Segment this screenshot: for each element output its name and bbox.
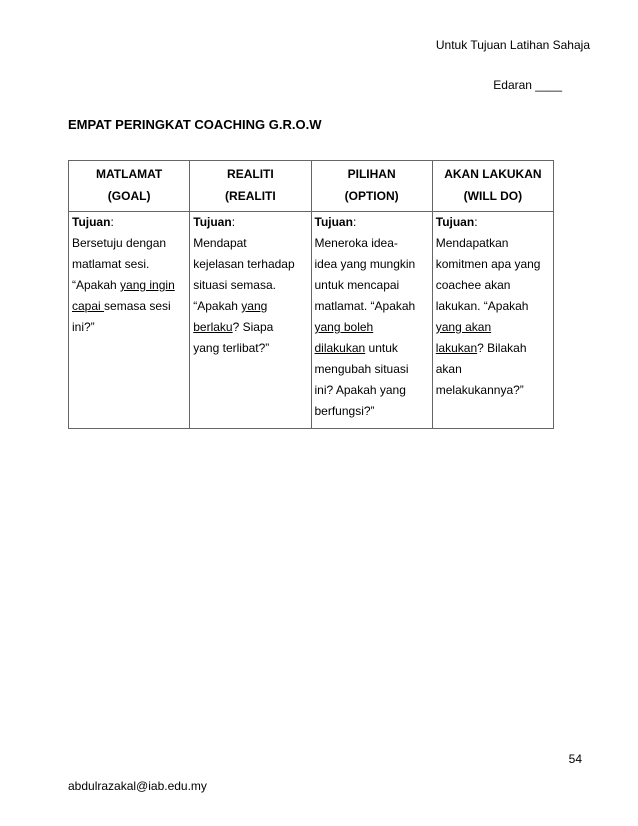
cell-text-line xyxy=(315,233,429,254)
cell-text: Bersetuju dengan xyxy=(72,236,167,250)
tujuan-label: Tujuan: xyxy=(193,215,236,229)
cell-text: ini?” xyxy=(72,320,95,334)
underlined-text: yang boleh xyxy=(314,320,374,334)
tujuan-label-text: Tujuan xyxy=(314,215,353,229)
cell-text-line xyxy=(193,317,307,338)
cell-text: komitmen apa yang xyxy=(435,257,541,271)
cell-text: ? Siapa xyxy=(232,320,274,334)
tujuan-label-text: Tujuan xyxy=(72,215,111,229)
cell-text: melakukannya?” xyxy=(435,383,524,397)
cell-text-line xyxy=(193,296,307,317)
grow-table xyxy=(68,160,554,429)
cell-text: mengubah situasi xyxy=(314,362,409,376)
tujuan-label: Tujuan: xyxy=(72,215,114,229)
body-cell-goal xyxy=(69,212,190,429)
header-title: AKAN LAKUKAN xyxy=(444,167,542,181)
cell-text-line xyxy=(72,254,186,275)
underlined-text: lakukan xyxy=(435,341,478,355)
cell-text: Meneroka idea- xyxy=(314,236,398,250)
cell-text-line xyxy=(315,359,429,380)
cell-text: matlamat. “Apakah xyxy=(314,299,416,313)
cell-text: “Apakah xyxy=(193,299,242,313)
cell-text-line xyxy=(72,233,186,254)
cell-text: kejelasan terhadap xyxy=(193,257,295,271)
cell-text: yang terlibat?” xyxy=(193,341,270,355)
cell-text-line xyxy=(315,380,429,401)
cell-text-line xyxy=(315,254,429,275)
cell-text-line xyxy=(315,338,429,359)
page-number: 54 xyxy=(568,752,582,766)
cell-text: “Apakah xyxy=(72,278,121,292)
cell-text-line xyxy=(193,233,307,254)
cell-text: ? Bilakah xyxy=(477,341,527,355)
cell-text: Mendapatkan xyxy=(435,236,509,250)
cell-text-line xyxy=(436,254,550,275)
cell-text-line xyxy=(436,338,550,359)
underlined-text: capai xyxy=(72,299,105,313)
edaran-label: Edaran ____ xyxy=(493,78,562,92)
header-subtitle: (WILL DO) xyxy=(463,189,523,203)
cell-text-line xyxy=(315,296,429,317)
header-title: MATLAMAT xyxy=(96,167,163,181)
cell-text-line xyxy=(315,275,429,296)
cell-text: situasi semasa. xyxy=(193,278,276,292)
header-cell-will-do xyxy=(432,161,553,212)
header-subtitle: (REALITI xyxy=(225,189,276,203)
cell-text: ini? Apakah yang xyxy=(314,383,406,397)
cell-text: coachee akan xyxy=(435,278,511,292)
cell-text-line xyxy=(436,380,550,401)
cell-text: Mendapat xyxy=(193,236,247,250)
cell-text-line xyxy=(315,401,429,422)
cell-text-line xyxy=(436,275,550,296)
cell-text-line xyxy=(72,275,186,296)
tujuan-label: Tujuan: xyxy=(435,215,478,229)
header-subtitle: (OPTION) xyxy=(344,189,399,203)
cell-text: untuk xyxy=(365,341,398,355)
tujuan-label-text: Tujuan xyxy=(193,215,232,229)
table-body-row xyxy=(69,212,554,429)
cell-text-line xyxy=(436,296,550,317)
cell-text-line xyxy=(436,359,550,380)
cell-text-line xyxy=(72,317,186,338)
cell-text: untuk mencapai xyxy=(314,278,400,292)
tujuan-label-text: Tujuan xyxy=(435,215,475,229)
underlined-text: berlaku xyxy=(193,320,233,334)
underlined-text: yang xyxy=(241,299,268,313)
header-cell-goal xyxy=(69,161,190,212)
cell-text: berfungsi?” xyxy=(314,404,375,418)
header-cell-reality xyxy=(190,161,311,212)
footer-email: abdulrazakal@iab.edu.my xyxy=(68,779,207,793)
tujuan-label: Tujuan: xyxy=(314,215,357,229)
cell-text-line xyxy=(315,317,429,338)
underlined-text: yang ingin xyxy=(120,278,175,292)
cell-text-line xyxy=(72,296,186,317)
underlined-text: yang akan xyxy=(435,320,492,334)
cell-text: semasa sesi xyxy=(104,299,171,313)
header-title: PILIHAN xyxy=(347,167,396,181)
cell-text-line xyxy=(193,338,307,359)
cell-text-line xyxy=(193,254,307,275)
header-note: Untuk Tujuan Latihan Sahaja xyxy=(435,38,590,52)
cell-text-line xyxy=(436,317,550,338)
cell-text-line xyxy=(193,275,307,296)
cell-text: akan xyxy=(435,362,462,376)
header-cell-option xyxy=(311,161,432,212)
cell-text: lakukan. “Apakah xyxy=(435,299,529,313)
body-cell-will-do xyxy=(432,212,553,429)
underlined-text: dilakukan xyxy=(314,341,366,355)
body-cell-option xyxy=(311,212,432,429)
header-subtitle: (GOAL) xyxy=(107,189,151,203)
document-title: EMPAT PERINGKAT COACHING G.R.O.W xyxy=(68,117,322,132)
body-cell-reality xyxy=(190,212,311,429)
table-header-row xyxy=(69,161,554,212)
cell-text: matlamat sesi. xyxy=(72,257,150,271)
header-title: REALITI xyxy=(227,167,274,181)
cell-text-line xyxy=(436,233,550,254)
cell-text: idea yang mungkin xyxy=(314,257,416,271)
